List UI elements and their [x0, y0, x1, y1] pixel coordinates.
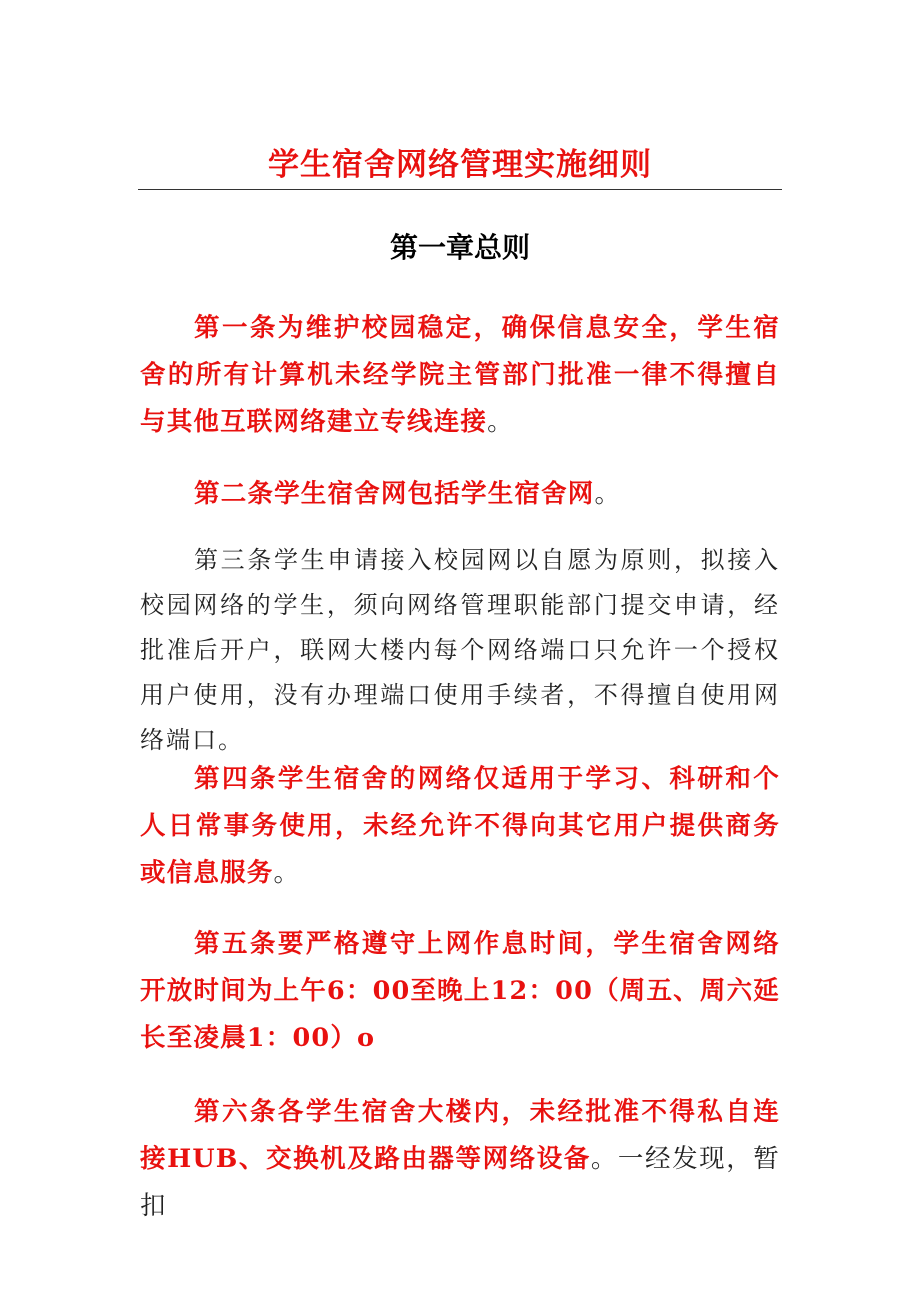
- title-underline: [138, 189, 782, 190]
- article-4-tail: 。: [273, 858, 301, 888]
- article-3-text: 第三条学生申请接入校园网以自愿为原则，拟接入校园网络的学生，须向网络管理职能部门提交申请，经批准后开户，联网大楼内每个网络端口只允许一个授权用户使用，没有办理端口使用手续者，不得擅自使用网络端口。: [140, 546, 780, 754]
- article-6-text: 第六条各学生宿舍大楼内，未经批准不得私自连接HUB、交换机及路由器等网络设备: [140, 1097, 780, 1174]
- article-1-text: 第一条为维护校园稳定，确保信息安全，学生宿舍的所有计算机未经学院主管部门批准一律不得擅自与其他互联网络建立专线连接: [140, 313, 780, 437]
- article-5-text: 第五条要严格遵守上网作息时间，学生宿舍网络开放时间为上午6：00至晚上12：00（周五、周六延长至凌晨1：00）o: [140, 929, 780, 1053]
- article-1: [140, 305, 780, 446]
- chapter-heading: 第一章总则: [389, 231, 530, 264]
- article-3: [140, 538, 780, 763]
- article-6: [140, 1089, 780, 1230]
- article-6-tail: 。一经发现，暂扣: [140, 1144, 780, 1221]
- article-4: [140, 756, 780, 897]
- article-2-tail: 。: [594, 479, 622, 509]
- article-4-text: 第四条学生宿舍的网络仅适用于学习、科研和个人日常事务使用，未经允许不得向其它用户提供商务或信息服务: [140, 764, 780, 888]
- article-5: [140, 921, 780, 1062]
- article-2-text: 第二条学生宿舍网包括学生宿舍网: [194, 479, 595, 509]
- article-2: [140, 471, 780, 518]
- document-title: 学生宿舍网络管理实施细则: [268, 147, 652, 183]
- article-1-tail: 。: [487, 407, 514, 437]
